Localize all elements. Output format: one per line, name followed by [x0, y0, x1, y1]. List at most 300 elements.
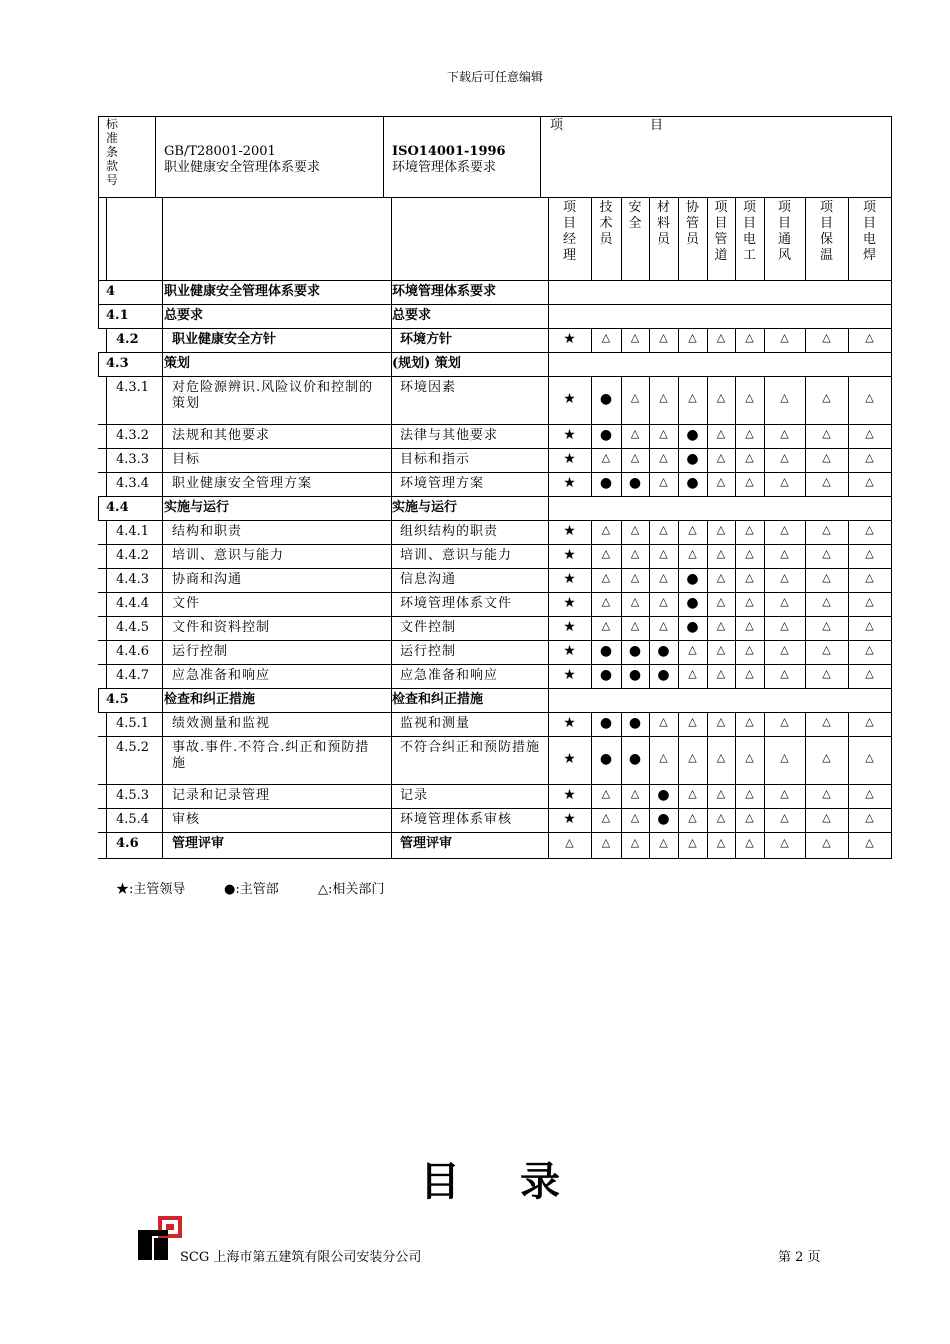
table-rule: [98, 280, 891, 281]
table-rule: [98, 664, 891, 665]
table-rule: [764, 472, 765, 497]
table-rule: [98, 568, 891, 569]
footer-company: SCG 上海市第五建筑有限公司安装分公司: [180, 1250, 422, 1265]
gb-requirement: 检查和纠正措施: [164, 692, 256, 707]
triangle-mark: △: [688, 667, 697, 680]
table-rule: [106, 736, 107, 785]
triangle-mark: △: [716, 331, 726, 344]
table-rule: [548, 197, 549, 281]
star-mark: ★: [563, 667, 576, 683]
star-mark: ★: [563, 523, 576, 539]
table-rule: [764, 544, 765, 569]
dot-mark: ●: [686, 427, 699, 443]
table-rule: [891, 808, 892, 833]
table-rule: [707, 197, 708, 281]
triangle-mark: △: [630, 787, 640, 800]
clause-number: 4.5.1: [116, 716, 150, 731]
table-rule: [805, 808, 806, 833]
triangle-mark: △: [659, 475, 668, 488]
dept-header: 项目保温: [819, 200, 833, 263]
triangle-mark: △: [865, 331, 874, 344]
triangle-mark: △: [601, 523, 611, 536]
table-rule: [162, 736, 163, 785]
triangle-mark: △: [659, 451, 668, 464]
gb-requirement: 职业健康安全管理体系要求: [164, 284, 321, 299]
clause-number: 4.4.7: [116, 668, 150, 683]
table-rule: [162, 472, 163, 497]
header-project-a: 项: [550, 118, 564, 133]
gb-requirement: 事故.事件.不符合.纠正和预防措施: [172, 740, 370, 771]
clause-number: 4.2: [116, 332, 139, 347]
table-rule: [391, 520, 392, 545]
triangle-mark: △: [659, 571, 668, 584]
clause-number: 4.4: [106, 500, 129, 515]
triangle-mark: △: [716, 523, 726, 536]
table-rule: [548, 520, 549, 545]
triangle-mark: △: [601, 331, 611, 344]
iso-requirement: 应急准备和响应: [400, 668, 499, 683]
table-rule: [106, 712, 107, 737]
table-rule: [548, 808, 549, 833]
dept-header: 项目电焊: [862, 200, 876, 263]
triangle-mark: △: [601, 836, 611, 849]
triangle-mark: △: [630, 811, 640, 824]
triangle-mark: △: [865, 836, 874, 849]
clause-number: 4.1: [106, 308, 129, 323]
table-rule: [391, 424, 392, 449]
triangle-mark: △: [745, 523, 754, 536]
table-rule: [391, 544, 392, 569]
table-rule: [548, 280, 549, 305]
table-rule: [391, 616, 392, 641]
table-rule: [591, 197, 592, 281]
clause-number: 4.3: [106, 356, 129, 371]
table-rule: [891, 640, 892, 665]
iso-requirement: 环境管理体系审核: [400, 812, 513, 827]
iso-requirement: 环境因素: [400, 380, 457, 395]
triangle-mark: △: [745, 751, 754, 764]
dot-mark: ●: [599, 667, 613, 683]
table-rule: [98, 832, 891, 833]
star-mark: ★: [563, 715, 576, 731]
triangle-mark: △: [865, 619, 874, 632]
dot-mark: ●: [686, 451, 699, 467]
table-rule: [98, 858, 891, 859]
triangle-mark: △: [780, 787, 789, 800]
star-mark: ★: [563, 331, 576, 347]
table-rule: [98, 496, 891, 497]
dot-mark: ●: [628, 667, 642, 683]
table-rule: [162, 280, 163, 305]
table-rule: [98, 304, 99, 329]
table-rule: [162, 352, 163, 377]
triangle-mark: △: [822, 595, 831, 608]
triangle-mark: △: [716, 811, 726, 824]
table-rule: [106, 784, 107, 809]
triangle-mark: △: [716, 667, 726, 680]
table-rule: [891, 784, 892, 809]
gb-requirement: 记录和记录管理: [172, 788, 271, 803]
table-rule: [98, 328, 891, 329]
triangle-mark: △: [822, 427, 831, 440]
dot-mark: ●: [599, 391, 613, 407]
triangle-mark: △: [780, 751, 789, 764]
table-rule: [548, 664, 549, 689]
table-rule: [391, 640, 392, 665]
triangle-mark: △: [630, 619, 640, 632]
clause-number: 4.4.4: [116, 596, 150, 611]
triangle-mark: △: [688, 391, 697, 404]
iso-requirement: 记录: [400, 788, 429, 803]
table-rule: [98, 592, 891, 593]
table-rule: [391, 197, 392, 281]
table-rule: [548, 376, 549, 425]
table-rule: [891, 197, 892, 281]
table-rule: [106, 544, 107, 569]
table-rule: [848, 616, 849, 641]
triangle-mark: △: [822, 811, 831, 824]
dept-header: 协管员: [685, 200, 699, 247]
table-rule: [764, 197, 765, 281]
gb-requirement: 策划: [164, 356, 191, 371]
triangle-mark: △: [688, 811, 697, 824]
clause-number: 4.3.3: [116, 452, 150, 467]
table-rule: [848, 712, 849, 737]
table-rule: [383, 116, 384, 198]
table-rule: [764, 520, 765, 545]
dot-mark: ●: [657, 643, 670, 659]
table-rule: [548, 784, 549, 809]
triangle-mark: △: [659, 619, 668, 632]
table-rule: [548, 328, 549, 353]
iso-requirement: 环境方针: [400, 332, 453, 347]
triangle-mark: △: [630, 523, 640, 536]
triangle-mark: △: [780, 715, 789, 728]
gb-requirement: 协商和沟通: [172, 572, 243, 587]
triangle-mark: △: [659, 715, 668, 728]
table-rule: [162, 688, 163, 713]
header-iso-code: ISO14001-1996: [392, 144, 506, 159]
table-rule: [848, 832, 849, 859]
iso-requirement: 实施与运行: [392, 500, 458, 515]
triangle-mark: △: [865, 787, 874, 800]
triangle-mark: △: [822, 715, 831, 728]
iso-requirement: 环境管理体系文件: [400, 596, 513, 611]
table-rule: [548, 688, 549, 713]
table-rule: [162, 808, 163, 833]
triangle-mark: △: [659, 595, 668, 608]
triangle-mark: △: [688, 643, 697, 656]
table-rule: [162, 424, 163, 449]
table-rule: [848, 328, 849, 353]
table-rule: [805, 544, 806, 569]
table-rule: [548, 496, 549, 521]
table-rule: [98, 520, 891, 521]
triangle-mark: △: [716, 787, 726, 800]
table-rule: [848, 424, 849, 449]
triangle-mark: △: [780, 451, 789, 464]
iso-requirement: 检查和纠正措施: [392, 692, 484, 707]
table-rule: [162, 304, 163, 329]
iso-requirement: 目标和指示: [400, 452, 471, 467]
dot-mark: ●: [657, 787, 670, 803]
table-rule: [848, 472, 849, 497]
triangle-mark: △: [822, 571, 831, 584]
dept-header: 项目管道: [714, 200, 728, 263]
dot-mark: ●: [628, 751, 642, 767]
table-rule: [891, 448, 892, 473]
table-rule: [764, 712, 765, 737]
triangle-mark: △: [659, 391, 668, 404]
table-rule: [98, 197, 891, 198]
gb-requirement: 实施与运行: [164, 500, 230, 515]
triangle-mark: △: [601, 571, 611, 584]
table-rule: [162, 712, 163, 737]
triangle-mark: △: [865, 811, 874, 824]
triangle-mark: △: [822, 523, 831, 536]
iso-requirement: 运行控制: [400, 644, 457, 659]
triangle-mark: △: [780, 643, 789, 656]
star-mark: ★: [563, 475, 576, 491]
clause-number: 4.3.2: [116, 428, 150, 443]
table-rule: [162, 197, 163, 281]
dot-mark: ●: [628, 643, 642, 659]
table-rule: [162, 784, 163, 809]
triangle-mark: △: [745, 331, 754, 344]
triangle-mark: △: [688, 715, 697, 728]
table-rule: [98, 376, 891, 377]
triangle-mark: △: [780, 547, 789, 560]
triangle-mark: △: [780, 523, 789, 536]
triangle-mark: △: [716, 836, 726, 849]
triangle-mark: △: [688, 547, 697, 560]
table-rule: [805, 328, 806, 353]
table-rule: [891, 328, 892, 353]
header-clause-number: 标准条款号: [106, 117, 119, 187]
table-rule: [155, 116, 156, 198]
table-rule: [106, 640, 107, 665]
table-rule: [98, 712, 891, 713]
dept-header: 项目经理: [562, 200, 576, 263]
table-rule: [891, 664, 892, 689]
table-rule: [106, 376, 107, 425]
table-rule: [621, 197, 622, 281]
triangle-mark: △: [745, 451, 754, 464]
dot-mark: ●: [599, 643, 613, 659]
gb-requirement: 应急准备和响应: [172, 668, 271, 683]
triangle-mark: △: [745, 619, 754, 632]
triangle-mark: △: [630, 595, 640, 608]
table-rule: [106, 328, 107, 353]
table-rule: [764, 592, 765, 617]
table-rule: [106, 197, 107, 281]
table-rule: [98, 808, 891, 809]
dot-mark: ●: [686, 571, 699, 587]
triangle-mark: △: [716, 427, 726, 440]
table-rule: [98, 116, 99, 198]
table-rule: [548, 424, 549, 449]
table-rule: [548, 304, 549, 329]
table-rule: [805, 664, 806, 689]
triangle-mark: △: [745, 643, 754, 656]
star-mark: ★: [563, 451, 576, 467]
table-rule: [540, 116, 541, 198]
triangle-mark: △: [630, 571, 640, 584]
triangle-mark: △: [865, 451, 874, 464]
dept-header: 技术员: [599, 200, 613, 247]
star-mark: ★: [563, 751, 576, 767]
table-rule: [106, 664, 107, 689]
table-rule: [391, 376, 392, 425]
table-rule: [649, 197, 650, 281]
table-rule: [848, 197, 849, 281]
triangle-mark: △: [716, 751, 726, 764]
table-rule: [98, 424, 891, 425]
table-rule: [764, 616, 765, 641]
clause-number: 4.4.6: [116, 644, 150, 659]
table-rule: [98, 688, 99, 713]
table-rule: [548, 832, 549, 859]
table-rule: [162, 376, 163, 425]
triangle-mark: △: [601, 619, 611, 632]
triangle-mark: △: [822, 619, 831, 632]
triangle-mark: △: [865, 751, 874, 764]
dot-mark: ●: [686, 595, 699, 611]
table-rule: [891, 568, 892, 593]
table-rule: [98, 544, 891, 545]
triangle-mark: △: [745, 836, 754, 849]
triangle-mark: △: [659, 523, 668, 536]
table-rule: [162, 520, 163, 545]
triangle-mark: △: [780, 427, 789, 440]
table-rule: [98, 352, 99, 377]
table-rule: [98, 616, 891, 617]
table-rule: [548, 592, 549, 617]
table-rule: [98, 472, 891, 473]
triangle-mark: △: [630, 427, 640, 440]
header-iso-title: 环境管理体系要求: [392, 160, 497, 175]
footer-page-number: 第 2 页: [778, 1250, 821, 1265]
table-rule: [764, 424, 765, 449]
header-project-b: 目: [650, 118, 664, 133]
triangle-mark: △: [630, 451, 640, 464]
table-rule: [98, 116, 891, 117]
triangle-mark: △: [601, 547, 611, 560]
table-rule: [764, 784, 765, 809]
triangle-mark: △: [780, 595, 789, 608]
table-rule: [106, 568, 107, 593]
table-rule: [764, 640, 765, 665]
table-rule: [805, 520, 806, 545]
table-rule: [891, 376, 892, 425]
table-rule: [548, 352, 549, 377]
table-rule: [162, 640, 163, 665]
triangle-mark: △: [745, 547, 754, 560]
triangle-mark: △: [745, 667, 754, 680]
table-rule: [162, 544, 163, 569]
table-rule: [805, 832, 806, 859]
triangle-mark: △: [745, 787, 754, 800]
iso-requirement: 监视和测量: [400, 716, 471, 731]
star-mark: ★: [563, 427, 576, 443]
triangle-mark: △: [601, 451, 611, 464]
clause-number: 4.5: [106, 692, 129, 707]
table-rule: [805, 568, 806, 593]
table-rule: [98, 688, 891, 689]
dot-mark: ●: [657, 811, 670, 827]
header-gb-code: GB/T28001-2001: [164, 144, 276, 159]
table-rule: [548, 712, 549, 737]
triangle-mark: △: [659, 836, 668, 849]
triangle-mark: △: [780, 331, 789, 344]
triangle-mark: △: [745, 595, 754, 608]
table-rule: [848, 520, 849, 545]
table-rule: [805, 616, 806, 641]
triangle-mark: △: [865, 595, 874, 608]
table-rule: [391, 784, 392, 809]
table-rule: [162, 328, 163, 353]
table-rule: [764, 808, 765, 833]
iso-requirement: 总要求: [392, 308, 432, 323]
clause-number: 4.5.3: [116, 788, 150, 803]
triangle-mark: △: [865, 571, 874, 584]
table-rule: [891, 520, 892, 545]
triangle-mark: △: [822, 667, 831, 680]
star-mark: ★: [563, 643, 576, 659]
triangle-mark: △: [780, 475, 789, 488]
table-rule: [391, 448, 392, 473]
table-rule: [162, 616, 163, 641]
triangle-mark: △: [822, 643, 831, 656]
table-rule: [805, 784, 806, 809]
triangle-mark: △: [865, 391, 874, 404]
gb-requirement: 职业健康安全方针: [172, 332, 277, 347]
gb-requirement: 管理评审: [172, 836, 225, 851]
table-rule: [891, 712, 892, 737]
gb-requirement: 结构和职责: [172, 524, 243, 539]
triangle-mark: △: [822, 391, 831, 404]
triangle-mark: △: [745, 571, 754, 584]
triangle-mark: △: [630, 836, 640, 849]
iso-requirement: 不符合纠正和预防措施: [400, 740, 541, 755]
table-rule: [391, 664, 392, 689]
iso-requirement: 信息沟通: [400, 572, 457, 587]
dept-header: 项目通风: [777, 200, 791, 263]
triangle-mark: △: [745, 811, 754, 824]
table-rule: [162, 496, 163, 521]
dept-header: 安全: [628, 200, 642, 231]
table-rule: [805, 592, 806, 617]
table-rule: [106, 592, 107, 617]
triangle-mark: △: [688, 331, 697, 344]
gb-requirement: 绩效测量和监视: [172, 716, 271, 731]
top-note: 下载后可任意编辑: [446, 70, 543, 84]
clause-number: 4.5.2: [116, 740, 150, 755]
gb-requirement: 培训、意识与能力: [172, 548, 285, 563]
table-rule: [106, 832, 107, 859]
table-rule: [98, 736, 891, 737]
triangle-mark: △: [630, 331, 640, 344]
triangle-mark: △: [716, 715, 726, 728]
header-gb-title: 职业健康安全管理体系要求: [164, 160, 321, 175]
clause-number: 4: [106, 284, 116, 299]
triangle-mark: △: [659, 331, 668, 344]
iso-requirement: 法律与其他要求: [400, 428, 499, 443]
triangle-mark: △: [780, 391, 789, 404]
star-mark: ★: [563, 571, 576, 587]
dot-mark: ●: [628, 715, 642, 731]
triangle-mark: △: [745, 391, 754, 404]
